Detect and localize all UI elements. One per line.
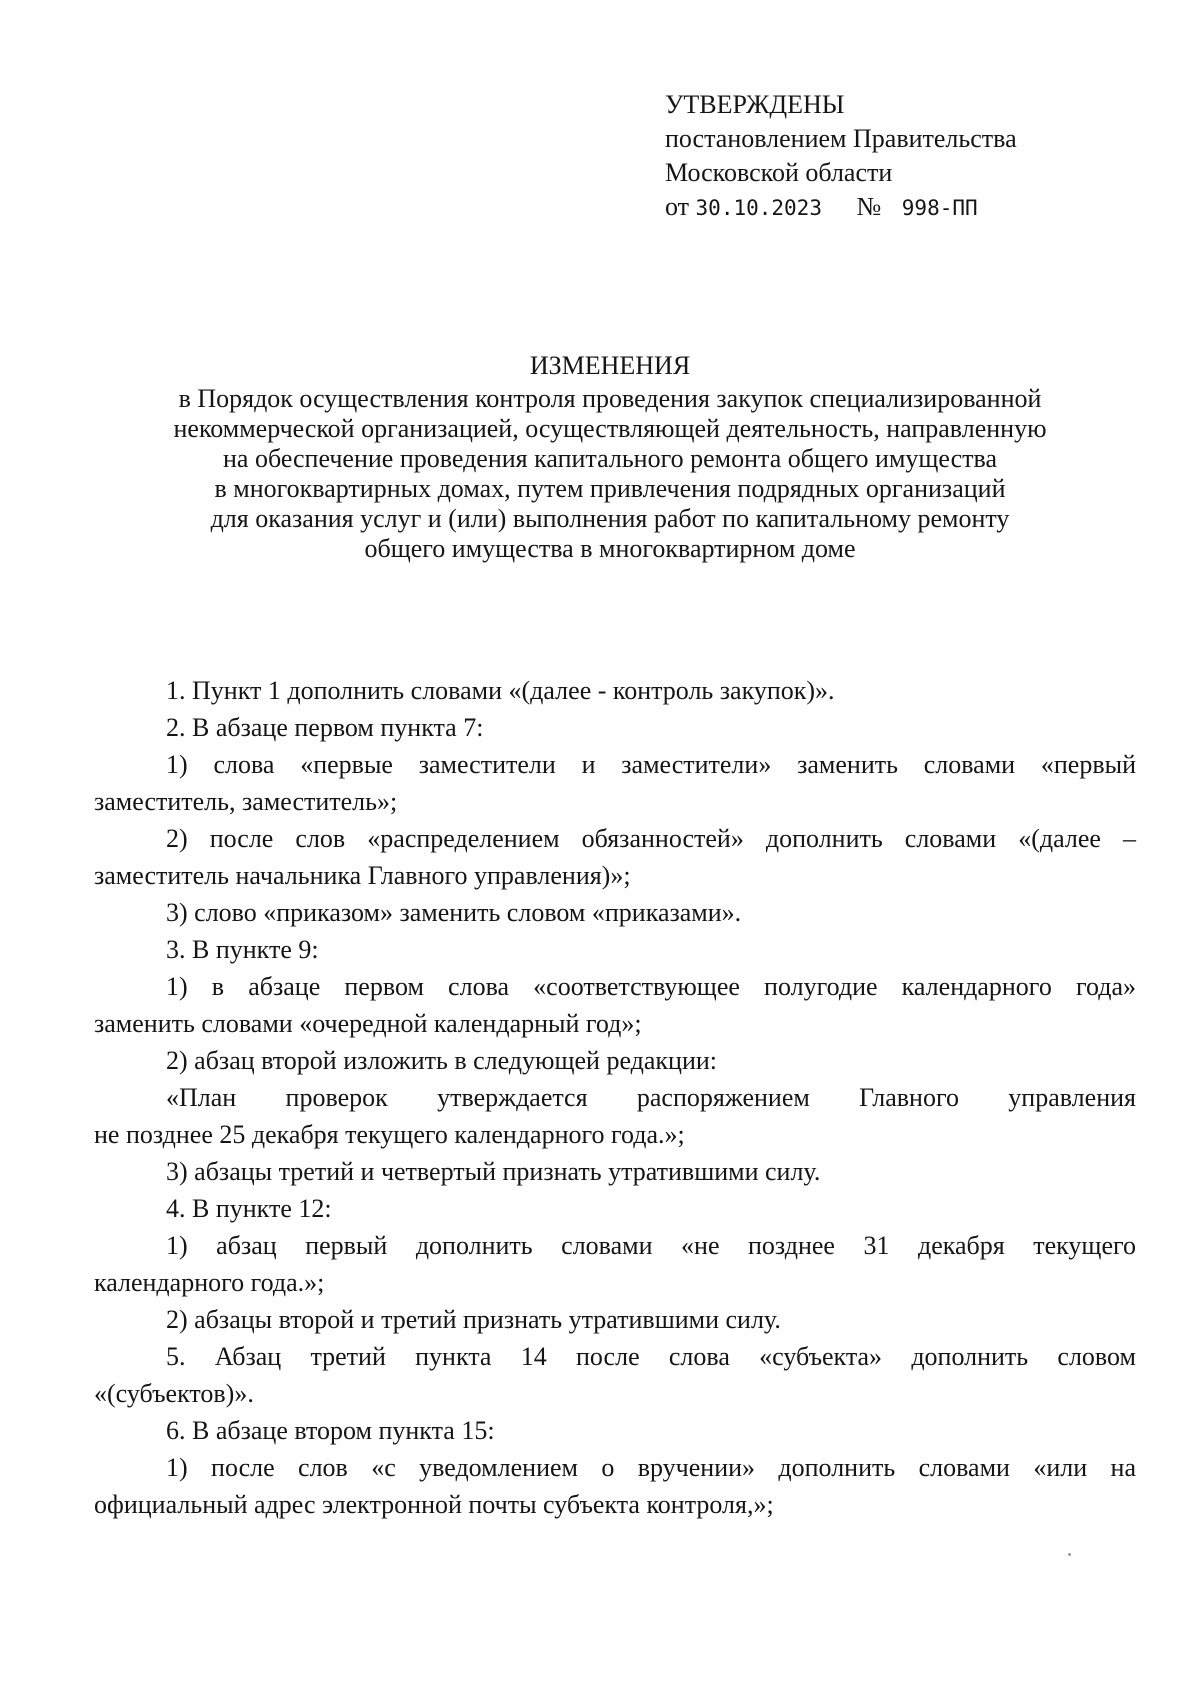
paragraph [94,1227,1136,1301]
paragraph [94,1338,1136,1412]
paragraph-rest: «(субъектов)». [94,1379,254,1408]
paragraph-rest: не позднее 25 декабря текущего календарного года.»; [94,1120,685,1149]
paragraph [94,1449,1136,1523]
document-title [120,350,1100,564]
paragraph: 2) абзацы второй и третий признать утратившими силу. [166,1305,781,1334]
title-line: общего имущества в многоквартирном доме [364,534,856,563]
paragraph-rest: заместитель начальника Главного управления)»; [94,861,631,890]
date-prefix: от [665,192,690,221]
paragraph-first-line: «План проверок утверждается распоряжением Главного управления [166,1083,1136,1112]
paragraph: 6. В абзаце втором пункта 15: [166,1416,495,1445]
paragraph-first-line: 1) слова «первые заместители и заместители» заменить словами «первый [166,750,1136,779]
paragraph-first-line: 5. Абзац третий пункта 14 после слова «субъекта» дополнить словом [166,1342,1136,1371]
paragraph: 3) абзацы третий и четвертый признать утратившими силу. [166,1157,821,1186]
scan-speck [1068,1553,1071,1556]
paragraph [94,1079,1136,1153]
document-body [94,672,1136,1523]
approval-region: Московской области [665,158,893,187]
paragraph: 1. Пункт 1 дополнить словами «(далее - контроль закупок)». [166,676,835,705]
title-line: в многоквартирных домах, путем привлечения подрядных организаций [214,474,1006,503]
approval-date-line [665,190,1017,225]
paragraph-rest: заменить словами «очередной календарный год»; [94,1009,642,1038]
approval-number: 998-ПП [901,196,978,220]
title-line: в Порядок осуществления контроля проведения закупок специализированной [178,384,1042,413]
paragraph: 3. В пункте 9: [166,935,319,964]
approval-by: постановлением Правительства [665,124,1017,153]
paragraph: 4. В пункте 12: [166,1194,332,1223]
paragraph-first-line: 1) после слов «с уведомлением о вручении» дополнить словами «или на [166,1453,1136,1482]
title-line: на обеспечение проведения капитального ремонта общего имущества [222,444,997,473]
number-sign: № [856,192,882,221]
paragraph: 2. В абзаце первом пункта 7: [166,713,484,742]
approval-stamp [665,88,1017,225]
paragraph [94,746,1136,820]
paragraph [94,820,1136,894]
title-line: некоммерческой организацией, осуществляющей деятельность, направленную [173,414,1047,443]
paragraph-rest: календарного года.»; [94,1268,325,1297]
paragraph [94,968,1136,1042]
title-heading: ИЗМЕНЕНИЯ [529,351,691,380]
title-line: для оказания услуг и (или) выполнения работ по капитальному ремонту [210,504,1010,533]
paragraph-rest: официальный адрес электронной почты субъекта контроля,»; [94,1490,774,1519]
paragraph-first-line: 2) после слов «распределением обязанностей» дополнить словами «(далее – [166,824,1136,853]
paragraph: 3) слово «приказом» заменить словом «приказами». [166,898,742,927]
paragraph-rest: заместитель, заместитель»; [94,787,398,816]
paragraph: 2) абзац второй изложить в следующей редакции: [166,1046,718,1075]
approval-date: 30.10.2023 [695,196,822,220]
approval-heading: УТВЕРЖДЕНЫ [665,90,845,119]
paragraph-first-line: 1) абзац первый дополнить словами «не позднее 31 декабря текущего [166,1231,1136,1260]
paragraph-first-line: 1) в абзаце первом слова «соответствующее полугодие календарного года» [166,972,1136,1001]
